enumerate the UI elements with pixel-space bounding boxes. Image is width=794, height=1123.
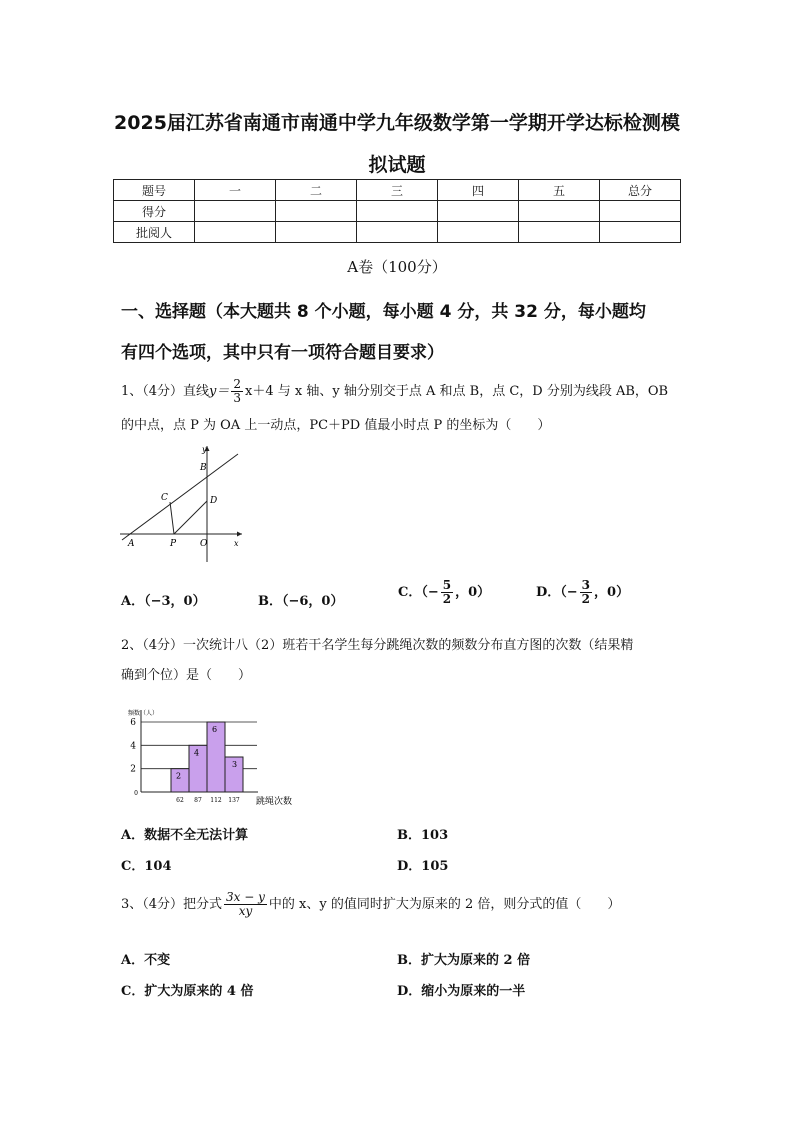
q1-frac-den: 3 bbox=[233, 391, 242, 405]
label-b: B bbox=[200, 463, 207, 473]
frac-num: 5 bbox=[442, 578, 452, 592]
q2-option-d[interactable]: D．105 bbox=[397, 859, 449, 874]
score-cell[interactable] bbox=[600, 222, 681, 243]
page-title-line2: 拟试题 bbox=[368, 154, 426, 176]
q2-stem-line2: 确到个位）是（ ） bbox=[121, 668, 252, 683]
segment-cp bbox=[170, 502, 174, 534]
score-table-row bbox=[114, 201, 681, 222]
q1-option-b[interactable]: B．（−6，0） bbox=[258, 594, 344, 609]
q3-prefix: 3、（4分）把分式 bbox=[121, 897, 223, 912]
hist-ylabel: 频数（人） bbox=[128, 710, 159, 717]
volume-heading: A卷（100分） bbox=[347, 258, 447, 276]
q1-eq-rest: x＋4 与 x 轴、y 轴分别交于点 A 和点 B，点 C，D 分别为线段 AB，OB bbox=[245, 384, 669, 399]
score-cell[interactable] bbox=[519, 222, 600, 243]
label-y: y bbox=[202, 445, 207, 454]
hist-xlabel: 跳绳次数 bbox=[256, 797, 293, 807]
score-cell[interactable] bbox=[195, 222, 276, 243]
q1-prefix: 1、（4分）直线 bbox=[121, 384, 210, 399]
q2-histogram bbox=[118, 704, 308, 808]
score-table-header: 五 bbox=[519, 180, 600, 201]
q3-suffix: 中的 x、y 的值同时扩大为原来的 2 倍，则分式的值（ ） bbox=[268, 897, 621, 912]
hist-ytick: 4 bbox=[130, 741, 136, 752]
hist-category-label: 87 bbox=[194, 797, 202, 804]
q1-option-d[interactable] bbox=[536, 579, 629, 606]
score-table-header: 二 bbox=[276, 180, 357, 201]
q1-option-d-pre: D．（− bbox=[536, 585, 578, 600]
score-cell[interactable] bbox=[276, 222, 357, 243]
score-table-header: 一 bbox=[195, 180, 276, 201]
score-table-row bbox=[114, 222, 681, 243]
score-row-label: 批阅人 bbox=[114, 222, 195, 243]
label-d: D bbox=[210, 496, 218, 506]
hist-value-label: 2 bbox=[176, 771, 182, 781]
score-cell[interactable] bbox=[519, 201, 600, 222]
score-cell[interactable] bbox=[438, 201, 519, 222]
label-o: O bbox=[200, 539, 208, 549]
q3-stem bbox=[121, 891, 620, 918]
q1-option-d-fraction bbox=[580, 579, 592, 606]
q2-option-a[interactable]: A．数据不全无法计算 bbox=[121, 828, 249, 843]
q1-fraction bbox=[231, 378, 243, 405]
score-cell[interactable] bbox=[357, 201, 438, 222]
q1-option-c-post: ，0） bbox=[455, 585, 491, 600]
score-table-header: 四 bbox=[438, 180, 519, 201]
score-cell[interactable] bbox=[195, 201, 276, 222]
section1-title-line2: 有四个选项，其中只有一项符合题目要求） bbox=[121, 343, 444, 363]
label-a: A bbox=[128, 539, 135, 549]
x-axis-arrow-icon bbox=[237, 532, 242, 537]
score-table-header: 总分 bbox=[600, 180, 681, 201]
score-cell[interactable] bbox=[600, 201, 681, 222]
q1-stem-line2: 的中点，点 P 为 OA 上一动点，PC＋PD 值最小时点 P 的坐标为（ ） bbox=[121, 418, 551, 433]
hist-category-label: 62 bbox=[176, 797, 184, 804]
label-x: x bbox=[234, 539, 239, 548]
score-cell[interactable] bbox=[276, 201, 357, 222]
q3-option-a[interactable]: A．不变 bbox=[121, 953, 171, 968]
hist-ytick: 6 bbox=[130, 718, 136, 728]
hist-category-label: 137 bbox=[228, 797, 240, 804]
q1-option-a[interactable]: A．（−3，0） bbox=[121, 594, 206, 609]
label-p: P bbox=[170, 539, 177, 549]
score-table-header: 题号 bbox=[114, 180, 195, 201]
score-table-header: 三 bbox=[357, 180, 438, 201]
hist-value-label: 6 bbox=[212, 725, 218, 734]
hist-category-label: 112 bbox=[210, 797, 222, 804]
q1-coordinate-figure bbox=[118, 442, 246, 564]
segment-pd bbox=[174, 501, 207, 534]
q1-stem-line1 bbox=[121, 378, 668, 405]
q2-option-b[interactable]: B．103 bbox=[397, 828, 449, 843]
q1-option-c-pre: C．（− bbox=[398, 585, 439, 600]
frac-num: 3 bbox=[581, 578, 591, 592]
score-cell[interactable] bbox=[357, 222, 438, 243]
q2-stem-line1: 2、（4分）一次统计八（2）班若干名学生每分跳绳次数的频数分布直方图的次数（结果精 bbox=[121, 638, 634, 653]
section1-title-line1: 一、选择题（本大题共 8 个小题，每小题 4 分，共 32 分，每小题均 bbox=[121, 302, 646, 322]
label-c: C bbox=[161, 493, 168, 503]
score-table bbox=[113, 179, 681, 243]
q1-option-c[interactable] bbox=[398, 579, 490, 606]
q3-frac-den: xy bbox=[238, 904, 253, 918]
hist-ytick: 2 bbox=[130, 764, 136, 775]
q1-eq-y: y＝ bbox=[209, 384, 230, 399]
q3-option-c[interactable]: C．扩大为原来的 4 倍 bbox=[121, 984, 254, 999]
q1-option-c-fraction bbox=[441, 579, 453, 606]
q3-fraction bbox=[224, 891, 267, 918]
q1-option-d-post: ，0） bbox=[594, 585, 630, 600]
q3-option-b[interactable]: B．扩大为原来的 2 倍 bbox=[397, 953, 531, 968]
q3-option-d[interactable]: D．缩小为原来的一半 bbox=[397, 984, 526, 999]
q1-frac-num: 2 bbox=[233, 377, 242, 391]
line-ab bbox=[122, 454, 238, 540]
hist-value-label: 3 bbox=[232, 760, 238, 769]
hist-ytick: 0 bbox=[134, 790, 138, 797]
score-row-label: 得分 bbox=[114, 201, 195, 222]
frac-den: 2 bbox=[581, 592, 591, 606]
score-cell[interactable] bbox=[438, 222, 519, 243]
hist-value-label: 4 bbox=[194, 748, 200, 758]
frac-den: 2 bbox=[442, 592, 452, 606]
score-table-header-row bbox=[114, 180, 681, 201]
q2-option-c[interactable]: C．104 bbox=[121, 859, 172, 874]
page-title-line1: 2025届江苏省南通市南通中学九年级数学第一学期开学达标检测模 bbox=[114, 112, 680, 134]
q3-frac-num: 3x − y bbox=[226, 890, 265, 904]
